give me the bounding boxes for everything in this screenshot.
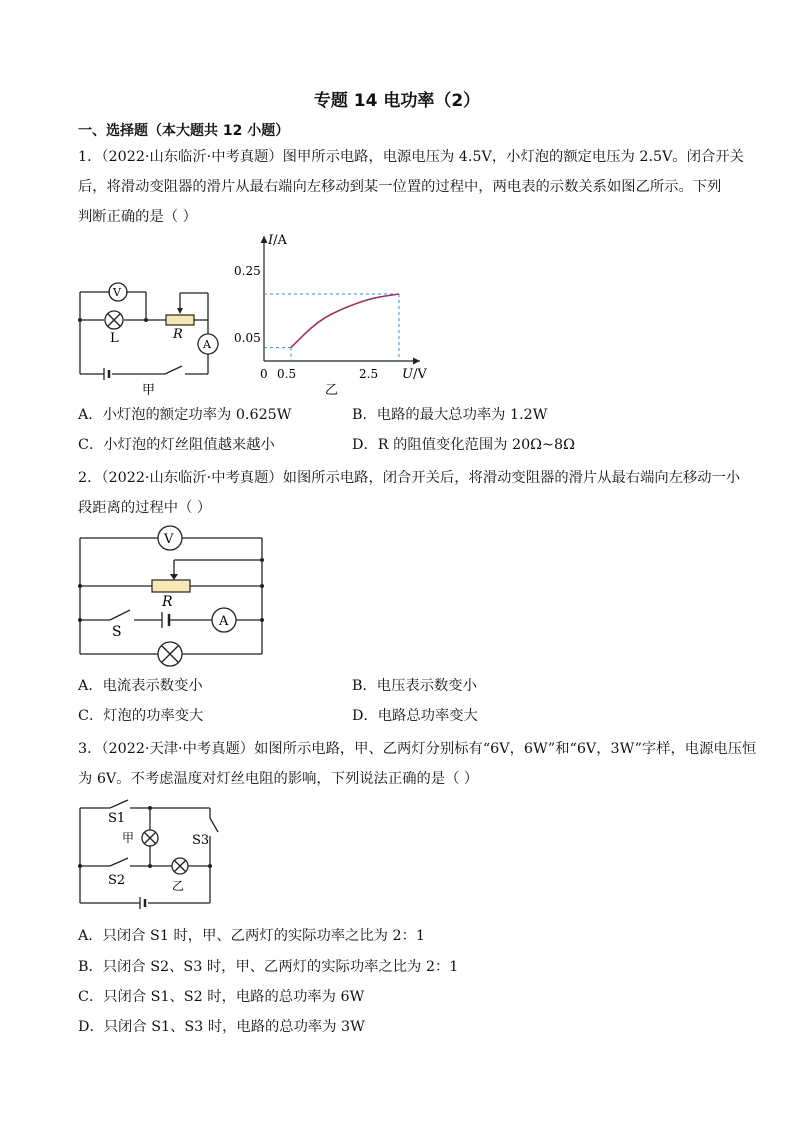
switch-label: S	[112, 624, 122, 640]
q3-option-d[interactable]: D．只闭合 S1、S3 时，电路的总功率为 3W	[78, 1019, 365, 1035]
page-title: 专题 14 电功率（2）	[313, 91, 481, 111]
section-heading: 一、选择题（本大题共 12 小题）	[78, 123, 290, 139]
figure-caption-yi: 乙	[325, 383, 339, 396]
voltmeter-label: V	[164, 532, 174, 547]
q1-option-b[interactable]: B．电路的最大总功率为 1.2W	[352, 407, 548, 423]
y-label-i: I	[268, 233, 274, 248]
q1-option-a[interactable]: A．小灯泡的额定功率为 0.625W	[78, 407, 292, 423]
q1-option-c[interactable]: C．小灯泡的灯丝阻值越来越小	[78, 437, 275, 453]
q2-line-1: 2．（2022·山东临沂·中考真题）如图所示电路，闭合开关后，将滑动变阻器的滑片从最右端向左移动一小	[78, 470, 741, 486]
s3-label: S3	[192, 833, 210, 848]
lamp-label: L	[110, 331, 119, 346]
x-label-unit: /V	[412, 367, 427, 382]
figure-caption-jia: 甲	[142, 383, 156, 398]
x-tick-0.5: 0.5	[277, 367, 297, 381]
q2-option-a[interactable]: A．电流表示数变小	[78, 678, 203, 694]
q3-option-b[interactable]: B．只闭合 S2、S3 时，甲、乙两灯的实际功率之比为 2：1	[78, 959, 459, 975]
y-label-unit: /A	[273, 233, 287, 248]
q3-line-1: 3．（2022·天津·中考真题）如图所示电路，甲、乙两灯分别标有“6V，6W”和“6V，3W”字样，电源电压恒	[78, 741, 757, 757]
graph-curve	[291, 294, 399, 348]
q2-option-c[interactable]: C．灯泡的功率变大	[78, 708, 204, 724]
y-tick-0.25: 0.25	[234, 264, 261, 278]
s2-label: S2	[108, 873, 126, 888]
rheostat-label: R	[162, 594, 173, 610]
rheostat-label: R	[173, 327, 183, 342]
ammeter-label: A	[219, 614, 229, 629]
x-tick-2.5: 2.5	[359, 367, 379, 381]
q1-graph-yi	[230, 226, 440, 396]
q1-line-1: 1．（2022·山东临沂·中考真题）图甲所示电路，电源电压为 4.5V，小灯泡的额定电压为 2.5V。闭合开关	[78, 149, 744, 165]
q2-line-2: 段距离的过程中（ ）	[78, 500, 212, 516]
x-tick-0: 0	[260, 367, 268, 381]
q3-option-c[interactable]: C．只闭合 S1、S2 时，电路的总功率为 6W	[78, 989, 365, 1005]
q2-option-b[interactable]: B．电压表示数变小	[352, 678, 477, 694]
q1-option-d[interactable]: D．R 的阻值变化范围为 20Ω~8Ω	[352, 437, 575, 453]
s1-label: S1	[108, 811, 126, 826]
lamp-jia-label: 甲	[122, 831, 135, 845]
voltmeter-label: V	[113, 286, 121, 299]
q3-circuit	[70, 798, 240, 918]
q1-line-3: 判断正确的是（ ）	[78, 209, 197, 225]
q3-option-a[interactable]: A．只闭合 S1 时，甲、乙两灯的实际功率之比为 2：1	[78, 928, 425, 944]
ammeter-label: A	[203, 338, 211, 351]
y-tick-0.05: 0.05	[234, 331, 261, 345]
q2-circuit	[70, 524, 280, 674]
q1-line-2: 后，将滑动变阻器的滑片从最右端向左移动到某一位置的过程中，两电表的示数关系如图乙所示。下列	[78, 179, 722, 195]
x-label-u: U	[402, 367, 413, 382]
q3-line-2: 为 6V。不考虑温度对灯丝电阻的影响，下列说法正确的是（ ）	[78, 771, 479, 787]
svg-text:I/A	[267, 233, 288, 248]
q1-circuit-jia	[70, 282, 230, 402]
svg-text:U/V	[402, 367, 427, 382]
q2-option-d[interactable]: D．电路总功率变大	[352, 708, 478, 724]
lamp-yi-label: 乙	[172, 879, 185, 893]
